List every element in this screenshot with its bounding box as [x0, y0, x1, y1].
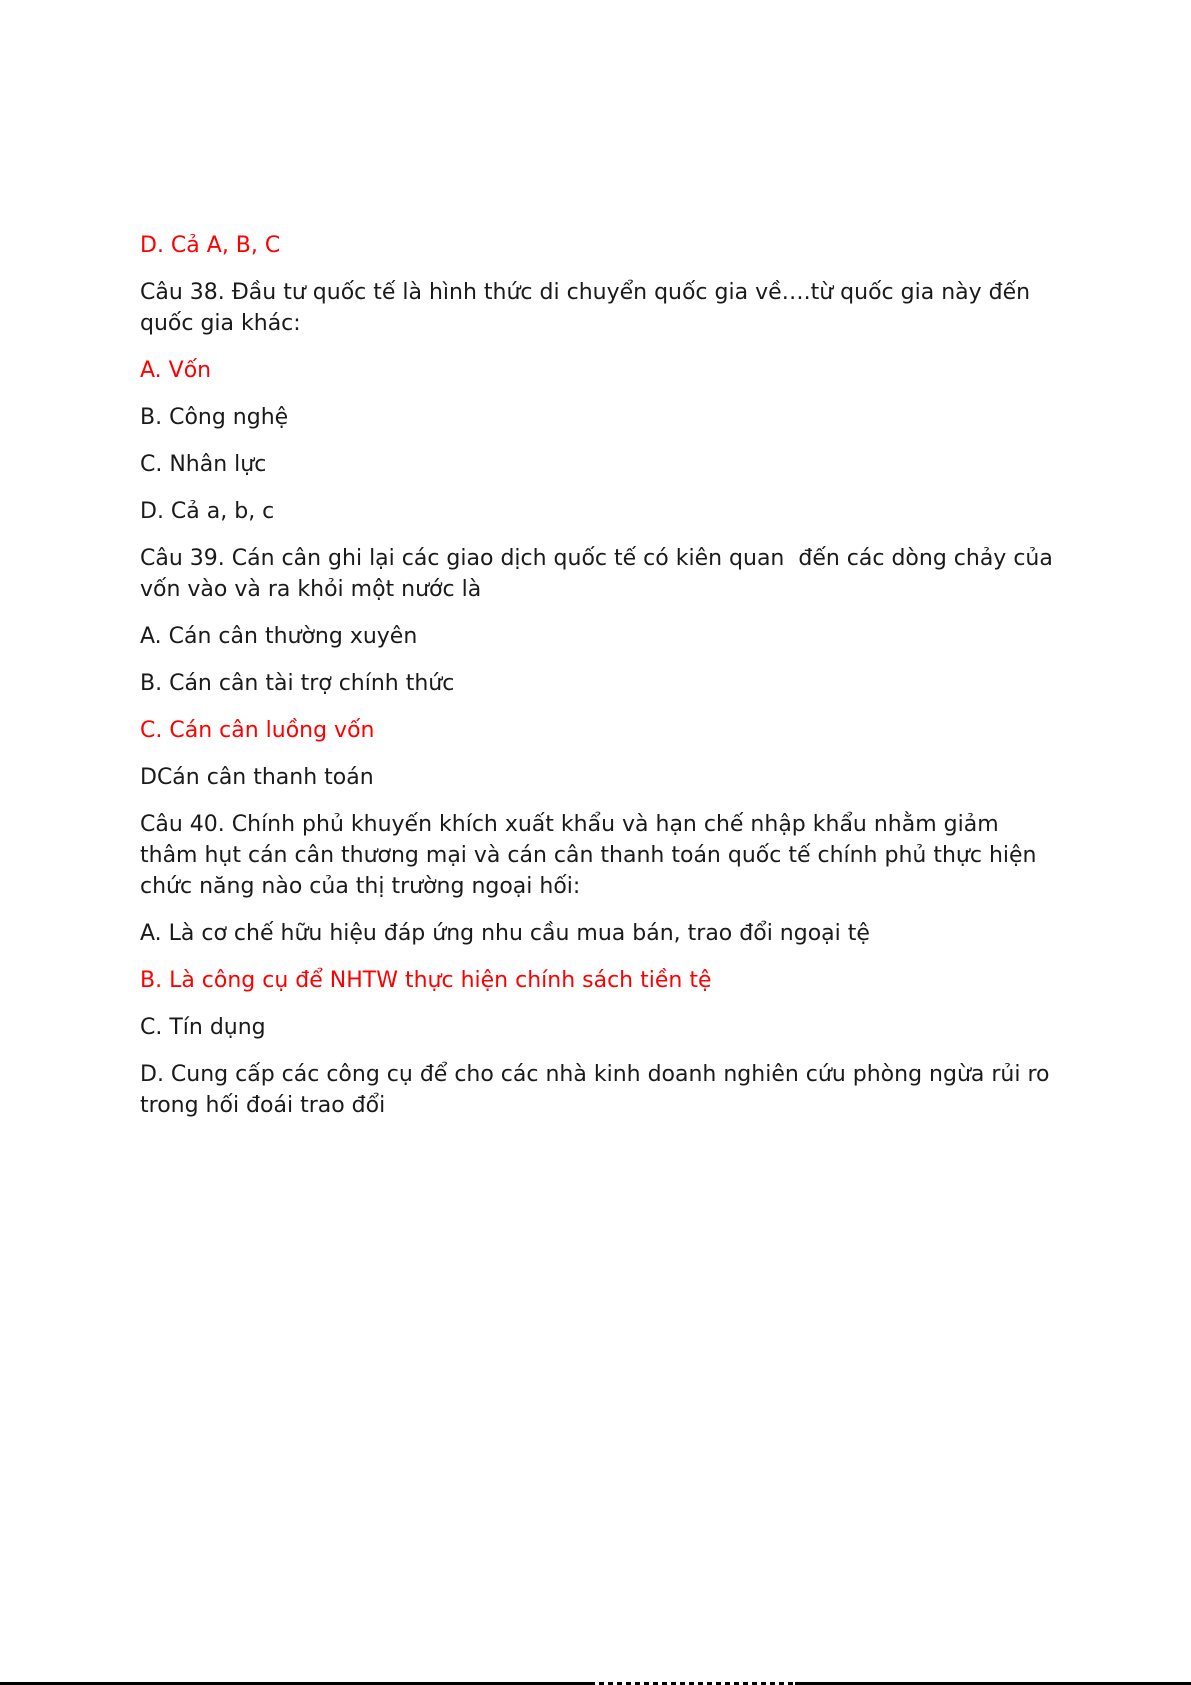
document-page	[140, 230, 1060, 1137]
option-q39-d: DCán cân thanh toán	[140, 765, 374, 790]
option-q39-b: B. Cán cân tài trợ chính thức	[140, 671, 455, 696]
option-q40-c: C. Tín dụng	[140, 1015, 266, 1040]
answer-q40-b: B. Là công cụ để NHTW thực hiện chính sách tiền tệ	[140, 968, 712, 993]
question-40: Câu 40. Chính phủ khuyến khích xuất khẩu và hạn chế nhập khẩu nhằm giảm thâm hụt cán cân thương mại và cán cân thanh toán quốc tế chính phủ thực hiện chức năng nào của thị trường ngoại hối:	[140, 812, 1044, 899]
option-q38-b: B. Công nghệ	[140, 405, 289, 430]
option-q38-d: D. Cả a, b, c	[140, 499, 275, 524]
option-q40-a: A. Là cơ chế hữu hiệu đáp ứng nhu cầu mua bán, trao đổi ngoại tệ	[140, 921, 870, 946]
option-q40-d: D. Cung cấp các công cụ để cho các nhà kinh doanh nghiên cứu phòng ngừa rủi ro trong hối đoái trao đổi	[140, 1062, 1057, 1118]
question-38: Câu 38. Đầu tư quốc tế là hình thức di chuyển quốc gia về….từ quốc gia này đến quốc gia khác:	[140, 280, 1038, 336]
question-39: Câu 39. Cán cân ghi lại các giao dịch quốc tế có kiên quan đến các dòng chảy của vốn vào và ra khỏi một nước là	[140, 546, 1060, 602]
option-q38-c: C. Nhân lực	[140, 452, 267, 477]
answer-q37-d: D. Cả A, B, C	[140, 233, 281, 258]
answer-q38-a: A. Vốn	[140, 358, 212, 383]
option-q39-a: A. Cán cân thường xuyên	[140, 624, 418, 649]
answer-q39-c: C. Cán cân luồng vốn	[140, 718, 375, 743]
